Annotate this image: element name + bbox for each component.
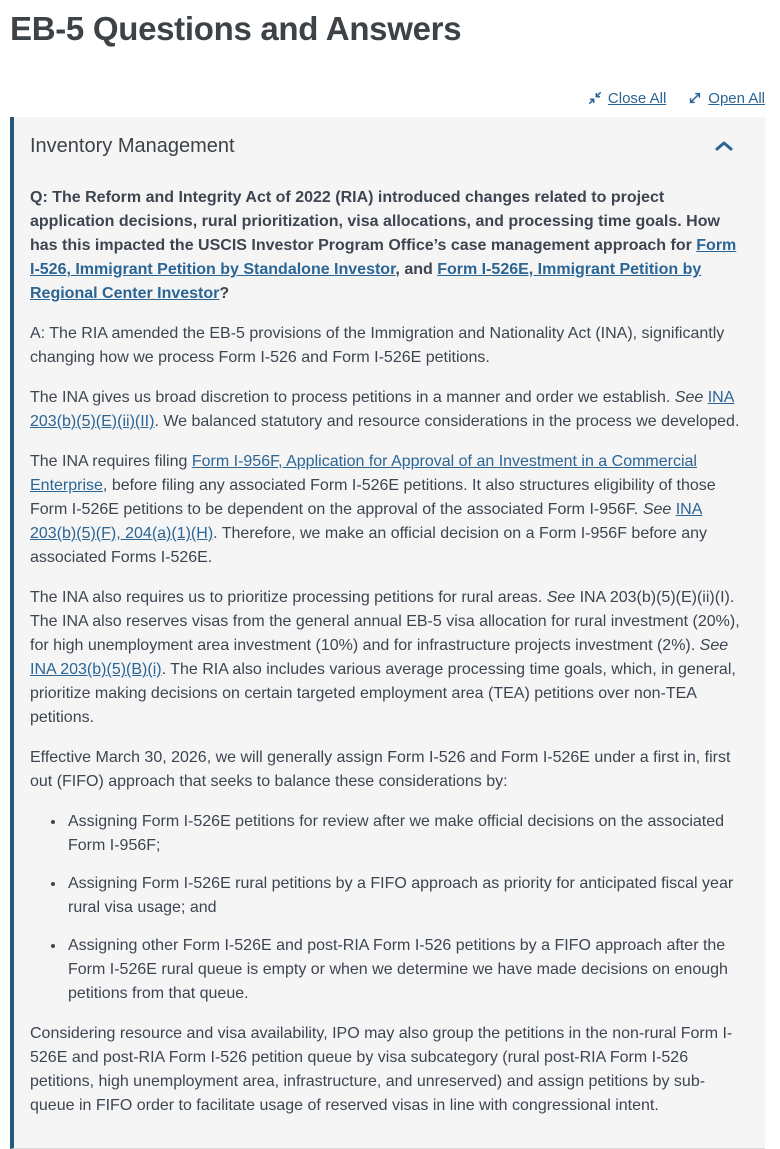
close-all-label: Close All	[607, 89, 667, 107]
accordion-controls	[10, 90, 765, 107]
accordion-title: Inventory Management	[30, 134, 235, 157]
italic-text: See	[699, 636, 729, 654]
answer-bullet-list	[30, 810, 745, 1006]
inline-link[interactable]: Form I-526, Immigrant Petition by Standalone Investor	[30, 236, 737, 278]
list-item	[66, 872, 745, 920]
text-segment: The INA requires filing	[30, 452, 192, 470]
answer-paragraph	[30, 322, 745, 370]
inline-link[interactable]: INA 203(b)(5)(F), 204(a)(1)(H)	[30, 500, 703, 542]
text-segment: A: The RIA amended the EB-5 provisions of the Immigration and Nationality Act (INA), significantly changing how we process Form I-526 and Form I-526E petitions.	[30, 324, 725, 366]
collapse-arrows-icon	[588, 91, 602, 105]
expand-arrows-icon	[688, 91, 702, 105]
inline-link[interactable]: INA 203(b)(5)(B)(i)	[30, 660, 162, 678]
accordion-body	[30, 186, 745, 1118]
accordion-toggle-inventory-management[interactable]	[30, 135, 745, 158]
text-segment: Effective March 30, 2026, we will generally assign Form I-526 and Form I-526E under a first in, first out (FIFO) approach that seeks to balance these considerations by:	[30, 748, 731, 790]
open-all-button[interactable]	[688, 90, 765, 107]
text-segment: INA 203(b)(5)(E)(ii)(I). The INA also reserves visas from the general annual EB-5 visa allocation for rural investment (20%), for high unemployment area investment (10%) and for infrastructure projects investment (2%).	[30, 588, 740, 654]
text-segment: . Therefore, we make an official decision on a Form I-956F before any associated Forms I-526E.	[30, 524, 708, 566]
text-segment: , and	[395, 260, 438, 278]
italic-text: See	[642, 500, 672, 518]
text-segment: . The RIA also includes various average processing time goals, which, in general, prioritize making decisions on certain targeted employment area (TEA) petitions over non-TEA petitions.	[30, 660, 736, 726]
accordion-section-inventory-management	[10, 117, 765, 1149]
answer-paragraph	[30, 386, 745, 434]
open-all-label: Open All	[708, 89, 765, 107]
inline-link[interactable]: INA 203(b)(5)(E)(ii)(II)	[30, 388, 735, 430]
text-segment: . We balanced statutory and resource considerations in the process we developed.	[154, 412, 740, 430]
answer-paragraph	[30, 1022, 745, 1118]
text-segment: The INA also requires us to prioritize processing petitions for rural areas.	[30, 588, 547, 606]
text-segment: Q: The Reform and Integrity Act of 2022 (RIA) introduced changes related to project application decisions, rural prioritization, visa allocations, and processing time goals. How has this impacted the USCIS Investor Program Office’s case management approach for	[30, 188, 720, 254]
close-all-button[interactable]	[588, 90, 666, 107]
text-segment: Assigning Form I-526E rural petitions by a FIFO approach as priority for anticipated fiscal year rural visa usage; and	[68, 874, 734, 916]
text-segment: The INA gives us broad discretion to process petitions in a manner and order we establish.	[30, 388, 675, 406]
inline-link[interactable]: Form I-956F, Application for Approval of an Investment in a Commercial Enterprise	[30, 452, 697, 494]
answer-paragraph	[30, 586, 745, 730]
answer-paragraph	[30, 450, 745, 570]
text-segment: ?	[219, 284, 230, 302]
text-segment: Assigning other Form I-526E and post-RIA Form I-526 petitions by a FIFO approach after the Form I-526E rural queue is empty or when we determine we have made decisions on enough petitions from that queue.	[68, 936, 728, 1002]
text-segment: Considering resource and visa availability, IPO may also group the petitions in the non-rural Form I-526E and post-RIA Form I-526 petition queue by visa subcategory (rural post-RIA Form I-526 petitions, high unemployment area, infrastructure, and unreserved) and assign petitions by sub-queue in FIFO order to facilitate usage of reserved visas in line with congressional intent.	[30, 1024, 733, 1114]
page-title: EB-5 Questions and Answers	[10, 10, 462, 47]
italic-text: See	[674, 388, 704, 406]
list-item	[66, 810, 745, 858]
chevron-up-icon[interactable]	[715, 140, 733, 152]
inline-link[interactable]: Form I-526E, Immigrant Petition by Regional Center Investor	[30, 260, 702, 302]
question-paragraph	[30, 186, 745, 306]
italic-text: See	[546, 588, 576, 606]
text-segment: Assigning Form I-526E petitions for review after we make official decisions on the associated Form I-956F;	[68, 812, 725, 854]
answer-paragraph	[30, 746, 745, 794]
list-item	[66, 934, 745, 1006]
text-segment: , before filing any associated Form I-526E petitions. It also structures eligibility of those Form I-526E petitions to be dependent on the approval of the associated Form I-956F.	[30, 476, 716, 518]
